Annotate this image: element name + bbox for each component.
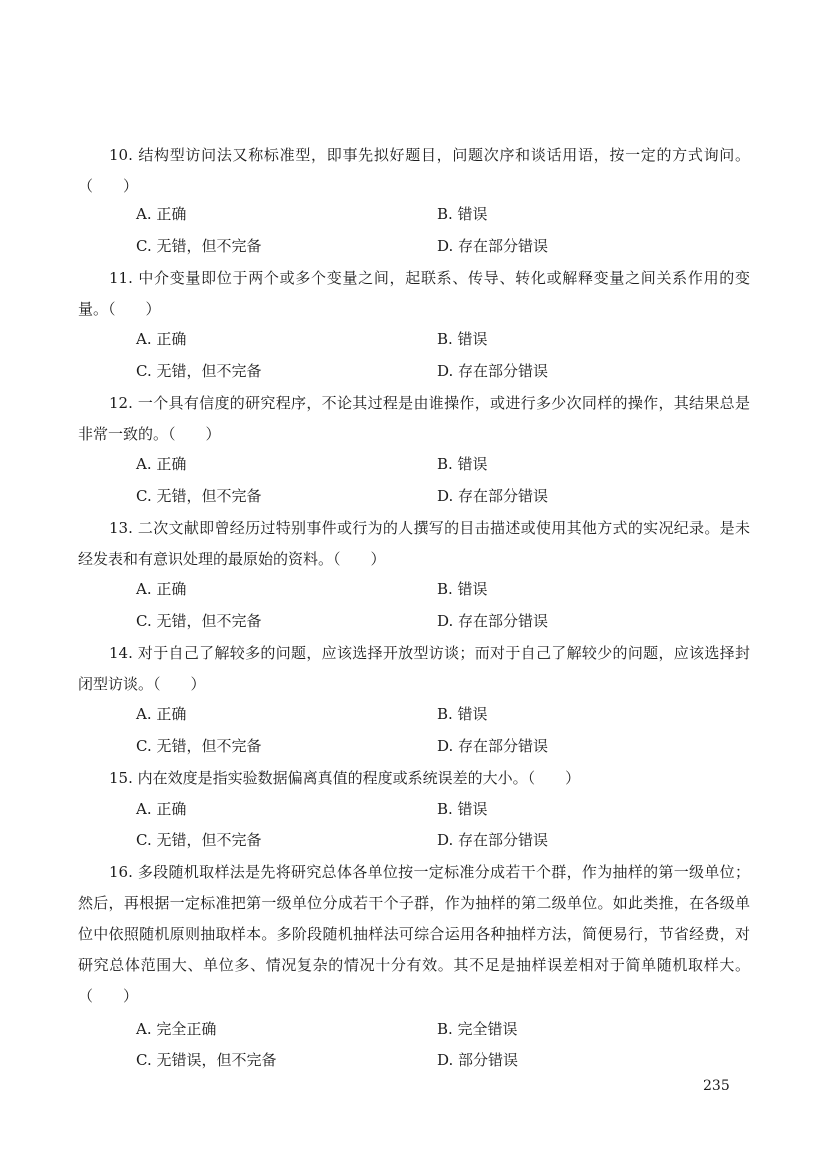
question-16-option-c: C. 无错误，但不完备 <box>136 1051 277 1069</box>
question-16-option-d: D. 部分错误 <box>437 1051 519 1069</box>
question-13-option-a: A. 正确 <box>136 580 187 598</box>
question-12-option-b: B. 错误 <box>437 455 488 473</box>
question-15-option-c: C. 无错，但不完备 <box>136 831 262 849</box>
question-11-option-d: D. 存在部分错误 <box>437 362 549 380</box>
question-16-stem: 16. 多段随机取样法是先将研究总体各单位按一定标准分成若干个群，作为抽样的第一级单位；然后，再根据一定标准把第一级单位分成若干个子群，作为抽样的第二级单位。如此类推，在各级单位中依照随机原则抽取样本。多阶段随机抽样法可综合运用各种抽样方法，简便易行，节省经费，对研究总体范围大、单位多、情况复杂的情况十分有效。其不足是抽样误差相对于简单随机取样大。（ ） <box>78 863 750 1005</box>
question-11-option-a: A. 正确 <box>136 330 187 348</box>
question-12-option-a: A. 正确 <box>136 455 187 473</box>
question-10-option-c: C. 无错，但不完备 <box>136 237 262 255</box>
question-11-option-c: C. 无错，但不完备 <box>136 362 262 380</box>
question-14-stem: 14. 对于自己了解较多的问题，应该选择开放型访谈；而对于自己了解较少的问题，应该选择封闭型访谈。（ ） <box>78 644 750 693</box>
question-14-option-b: B. 错误 <box>437 705 488 723</box>
question-12-option-d: D. 存在部分错误 <box>437 487 549 505</box>
question-14-option-c: C. 无错，但不完备 <box>136 737 262 755</box>
page-number: 235 <box>703 1078 730 1094</box>
question-16-option-a: A. 完全正确 <box>136 1020 217 1038</box>
question-12-option-c: C. 无错，但不完备 <box>136 487 262 505</box>
question-12-stem: 12. 一个具有信度的研究程序，不论其过程是由谁操作，或进行多少次同样的操作，其结果总是非常一致的。（ ） <box>78 394 750 443</box>
question-15-option-d: D. 存在部分错误 <box>437 831 549 849</box>
question-15-stem: 15. 内在效度是指实验数据偏离真值的程度或系统误差的大小。（ ） <box>109 769 581 787</box>
question-11-stem: 11. 中介变量即位于两个或多个变量之间，起联系、传导、转化或解释变量之间关系作用的变量。（ ） <box>78 269 750 318</box>
question-10-stem: 10. 结构型访问法又称标准型，即事先拟好题目，问题次序和谈话用语，按一定的方式询问。（ ） <box>78 146 750 195</box>
question-14-option-d: D. 存在部分错误 <box>437 737 549 755</box>
question-10-option-b: B. 错误 <box>437 205 488 223</box>
question-10-option-d: D. 存在部分错误 <box>437 237 549 255</box>
question-11-option-b: B. 错误 <box>437 330 488 348</box>
question-10-option-a: A. 正确 <box>136 205 187 223</box>
question-15-option-b: B. 错误 <box>437 800 488 818</box>
question-13-stem: 13. 二次文献即曾经历过特别事件或行为的人撰写的目击描述或使用其他方式的实况纪录。是未经发表和有意识处理的最原始的资料。（ ） <box>78 519 750 568</box>
question-15-option-a: A. 正确 <box>136 800 187 818</box>
question-13-option-b: B. 错误 <box>437 580 488 598</box>
question-14-option-a: A. 正确 <box>136 705 187 723</box>
question-16-option-b: B. 完全错误 <box>437 1020 518 1038</box>
question-13-option-d: D. 存在部分错误 <box>437 612 549 630</box>
question-13-option-c: C. 无错，但不完备 <box>136 612 262 630</box>
